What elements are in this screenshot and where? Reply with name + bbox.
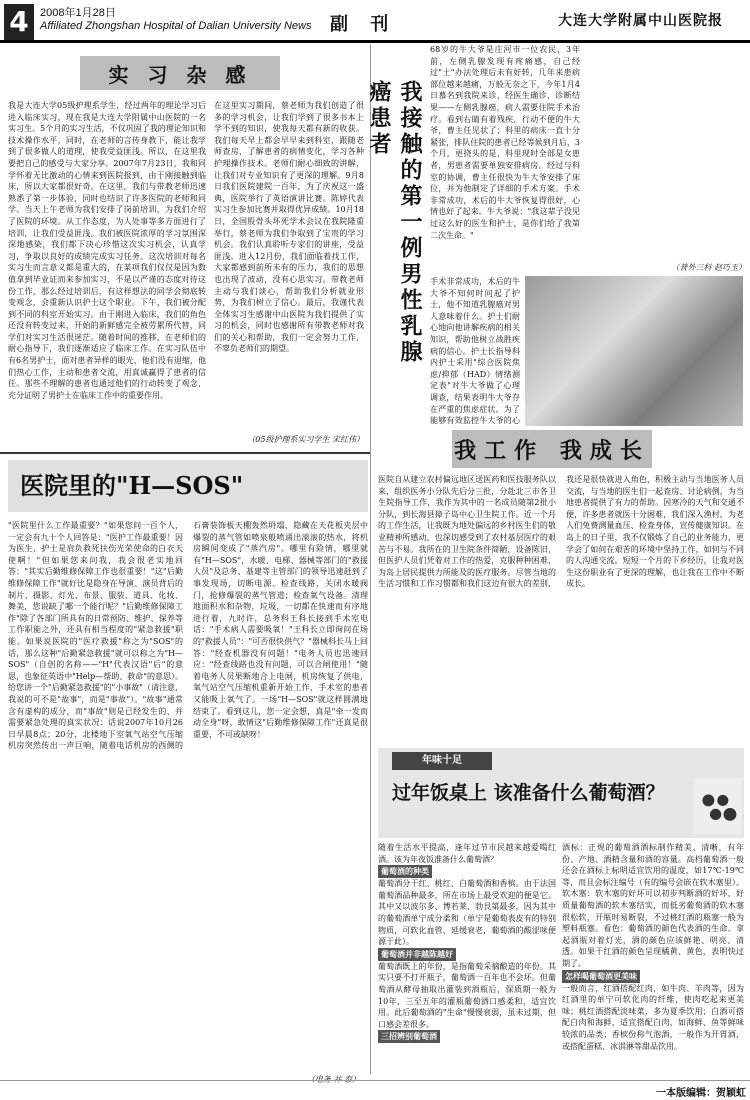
column-divider [370, 44, 371, 1074]
wine-intro: 随着生活水平提高，逢年过节市民越来越爱喝红酒。该为年夜饭准备什么葡萄酒？ [378, 843, 556, 864]
wine-sub2: 葡萄酒并非越陈越好 [378, 948, 456, 961]
wine-sub1: 葡萄酒的种类 [378, 865, 432, 878]
header-rule [0, 40, 750, 43]
internship-byline: （05级护理系实习学生 宋红伟） [247, 435, 364, 444]
left-separator [0, 452, 370, 454]
masthead: 大连大学附属中山医院报 [558, 13, 723, 29]
growth-body: 医院自从建立农村偏远地区送医药和医技服务队以来，组织医务小分队先后分三批，分赴北三市各卫生院指导工作，我作为其中的一名成员随第2批小分队，到长海县獐子岛中心卫生院工作。近一个月的工作生活，让我既为地处偏远的乡村医生们的敬业精神所感动，也深切感受到了农村基层医疗的艰苦与不易。我所在的卫生院条件简陋，设备陈旧，但医护人员们凭着对工作的热爱，克服种种困难，为岛上居民提供力所能及的医疗服务。尽管当地的生活习惯和工作习惯都和我们这边有很大的差别，我还是很快就进入角色，积极主动与当地医务人员交流，与当地的医生们一起查房、讨论病例，为当地患者提供了有力的帮助。因寒冷的天气和交通不便，许多患者就医十分困难，我们深入渔村，为老人们免费测量血压、检查身体，宣传健康知识。在岛上的日子里，我不仅锻炼了自己的业务能力，更学会了如何在艰苦的环境中坚持工作，如何与不同的人沟通交流。短短一个月的下乡经历，让我对医生这份职业有了更深的理解，也让我在工作中不断成长。 [378, 475, 744, 589]
internship-body-col2: 在这里实习期间，蔡老师为我们创造了很多的学习机会，让我们学到了很多书本上学不到的知识，使我每天都有新的收获。我们每天早上都会早早来到科室，跟随老师查房，了解患者的病情变化，学习各种护理操作技术。老师们耐心细致的讲解，让我们对专业知识有了更深的理解。9月8日我们医院建院一百年，为了庆祝这一盛典，医院举行了英语演讲比赛。陈婷代表实习生参加比赛并取得优异成绩。10月18日，全国股骨头坏死学术会议在我院隆重举行，蔡老师为我们争取到了宝贵的学习机会。我们认真聆听专家们的讲座，受益匪浅。进入12月份，我们面临着找工作，大家都感到前所未有的压力，我们的思想也出现了波动，没有心思实习。带教老师主动与我们谈心，帮助我们分析就业形势，为我们树立了信心。最后，我谨代表全体实习生感谢中山医院为我们提供了实习的机会，同时也感谢所有带教老师对我们的关心和帮助，我们一定会努力工作，不辜负老师们的期望。 [214, 101, 364, 354]
issue-date: 2008年1月28日 [40, 7, 116, 19]
grapes-icon [694, 778, 742, 834]
male-patient-title: 我接触的第一例男性乳腺癌患者 [366, 80, 423, 366]
wine-sub4: 怎样喝葡萄酒更美味 [562, 970, 640, 983]
wine-tag: 年味十足 [392, 752, 492, 770]
hsos-title: 医院里的"H—SOS" [20, 471, 244, 500]
growth-title: 我工作 我成长 [452, 430, 652, 468]
page-editor: 一本版编辑：贺颖虹 [656, 1088, 746, 1099]
footer-rule [0, 1080, 750, 1081]
male-patient-body-col3 [588, 44, 746, 260]
wine-text2: 葡萄酒既上的年份，是指葡萄采摘酿造的年份。其实只要不打开瓶子，葡萄酒一百年也不会坏。但葡萄酒从酵母抽取出灌装到酒瓶后，保质期一般为10年，三至五年的灌瓶葡萄酒口感柔和，适宜饮用。此后葡萄酒的"生命"慢慢衰弱，虽未过期，但口感会差很多。 [378, 961, 556, 1029]
page-number: 4 [4, 4, 34, 40]
section-title: 副 刊 [330, 14, 397, 35]
wine-sub3: 三招辨别葡萄酒 [378, 1030, 440, 1043]
wine-text1: 葡萄酒分干红、桃红、白葡萄酒和香槟。由于法国葡萄酒品种最多，所在市场上最受欢迎的便是它。其中又以波尔多、博若莱、勃艮第最多，因为其中的葡萄酒单宁成分柔和（单宁是葡萄表皮有的特别物质，可软化血管、延缓衰老，葡萄酒的酸涩味便源于此）。 [378, 879, 556, 947]
internship-body: 我是大连大学05级护理系学生，经过两年的理论学习后进入临床实习，现在我是大连大学附属中山医院的一名实习生。5个月的实习生活，不仅巩固了我的理论知识和技术操作水平，同时，在老师的言传身教下，能让我学到了很多做人的道理，使我受益匪浅。所以，在这里我要把自己的感受与大家分享。2007年7月23日，我和同学怀着无比激动的心情来到医院报到，由于刚接触到临床，所以大家都很好奇。在这里，我们与带教老师迅速熟悉了第一步体验，同时也结识了许多医院的老师和同学。当天上午老师为我们安排了岗前培训，为我们介绍了医院的环境。从工作态度，为人处事等多方面进行了培训，让我们受益匪浅。我们被医院浓厚的学习氛围深深地感染，我们都下决心珍惜这次实习机会，认真学习，争取以良好的成绩完成实习任务。这次培训对每名实习生而言意义都是重大的，在某项我们仅仅是因为数值拿到毕业证而来参加实习，不是以严谨的态度对待这份工作，那么经过培训后，有这样想法的同学会彻底转变观念，会重新认识护士这个职业。下午，我们被分配到不同的科室开始实习。由于刚进入临床，我们的角色还没有转变过来，开始的新鲜感完全被劳累所代替，同学们对实习生活很迷茫。随着时间的推移，在老师们的耐心指导下，我们逐渐适应了临床工作。在实习队伍中有6名男护士，面对患者异样的眼光，他们没有退缩，他们热心工作，主动和患者交流，用真诚赢得了患者的信任。那些不理解的患者也通过他们的行动转变了观念，充分证明了男护士在临床工作中的重要作用。 [8, 101, 206, 400]
wine-text4: 一般而言，红酒搭配红肉，如牛肉、羊肉等，因为红酒里的单宁可软化肉的纤维，使肉吃起来更美味；桃红酒搭配淡味菜，多为夏季饮用；白酒可搭配白肉和海鲜，适宜搭配白肉，如海鲜、鱼等鲜味较浓的品类；香槟份称气泡酒，一般作为开胃酒，或搭配蛋糕、冰淇淋等甜品饮用。 [562, 983, 744, 1051]
nurses-photo [525, 276, 743, 426]
internship-title: 实 习 杂 感 [80, 56, 280, 90]
wine-col1 [378, 842, 556, 1072]
wine-title: 过年饭桌上 该准备什么葡萄酒？ [392, 782, 665, 804]
hsos-body: "医院里什么工作最重要？"如果您问一百个人，一定会有九十个人回答是："医护工作最重要！因为医生、护士是肩负救死扶伤光荣使命的白衣天使啊！"但如果您来问我，我会很老实地回答："其实后勤维修保障工作也很重要！"这"后勤维修保障工作"就好比是隐身在导演、演员背后的制片、摄影、灯光、布景、服装、道具、化妆、舞美，您说缺了哪一个能行呢？"后勤维修保障工作"除了各部门所具有的日常预防、维护、保养等工作职能之外，还具有相当程度的"紧急救援"职能。如果说医院的"医疗救援"称之为"SOS"的话，那么这种"后勤紧急救援"就可以称之为"H—SOS"（自创的名称——"H"代表汉语"后"的意思，也象征英语中"Help—帮助、救命"的意思）。给您讲一个"后勤紧急救援"的"小事故"（请注意，我说的可不是"故事"，而是"事故"）。"故事"通常含有虚构的成分，而"事故"则是已经发生的、并需要紧急处理的真实状况：话说2007年10月26日早晨8点；20分，北楼地下室氧气站空气压缩机房突然传出一声巨响，随着电话机房的西侧的石膏装饰板天棚轰然坍塌，隐藏在天花板夹层中爆裂的蒸气管如喷泉般喷涌出滚滚的热水，将机房瞬间变成了"蒸汽房"。哪里有险情，哪里就有"H—SOS"，水暖、电梯、器械等部门的"救援人员"及总务、基建等主管部门的领导迅速赶到了事发现场，切断电源、检查线路，关闭水暖阀门，抢修爆裂的蒸气管道；检查氧气设备。清理地面积水和杂物，垃圾，一切都在快速而有序地进行着，九时许，总务科王科长接到手术室电话："手术病人需要吸氧！"王科长立即询问在场的"救援人员"："可否很快供气？"器械科长马上回答："经查机器没有问题！"电务人员也迅速回应："经查线路也没有问题，可以合闸使用！"随着电务人员果断地合上电闸，机房恢复了供电，氧气站空气压缩机重新开始工作，手术室的患者又能吸上氧气了。一场"H—SOS"就这样圆满地结束了。看到这儿，您一定会想，真是"牵一发而动全身"呀，敢情这"后勤维修保障工作"还真是很重要，不可或缺呀！ [8, 521, 368, 751]
male-patient-byline: （普外三科 赵巧玉） [671, 263, 746, 272]
wine-text3: 酒标：正规的葡萄酒酒标制作精美、清晰，有年份、产地、酒精含量和酒的容量。高档葡萄酒一般还会在酒标上标明适宜饮用的温度，如17℃-19℃等，而且会标注编号（有的编号会嵌在软木塞里）。软木塞：软木塞的好坏可以初步判断酒的好坏，好质量葡萄酒的软木塞结实，而低劣葡萄酒的软木塞很松软，开瓶时易断裂，不过桃红酒的瓶塞一般为塑料瓶塞。看色：葡萄酒的颜色代表酒的生命。拿起酒瓶对着灯光，酒的颜色应该鲜艳、明亮、清透。如果干红酒的颜色呈现橘黄、黄色，表明快过期了。 [562, 843, 744, 968]
paper-name: Affiliated Zhongshan Hospital of Dalian University News [40, 20, 312, 32]
wine-col2 [562, 842, 744, 1072]
male-patient-body2: 手术非常成功，术后的牛大爷不知何时问起了护士，他不知道乳腺癌对男人意味着什么。护士们耐心地向他讲解疾病的相关知识，帮助他树立战胜疾病的信心。护士长指导科内护士采用"综合医院焦虑/抑郁（HAD）情绪测定表"对牛大爷做了心理调查，结果表明牛大爷存在严重的焦虑症状。为了能够有效监控牛大爷的心 [430, 277, 520, 426]
male-patient-body: 68岁的牛大爷是庄河市一位农民，3年前，左侧乳腺发现有疼痛感，自己经过"土"办法处理后未有好转，几年来患病部位越来越痛，万般无奈之下，今年1月4日慕名到我院来诊，经医生确诊，诊断结果——左侧乳腺癌，病人需要住院手术治疗。看到右睛有着残疾，行动不便的牛大爷，曹主任见状了；科里的病床一直十分紧张，排队住院的患者已经等候到月后，3个月，更挠头的是，科里现时全部是女患者，男患者需要单独安排病房。经过与科室的协调，曹主任很快为牛大爷安排了床位，并为他制定了详细的手术方案。手术非常成功，术后的牛大爷恢复得很好，心情也好了起来。牛大爷说："我这辈子没见过这么好的医生和护士，是你们给了我第二次生命。" [430, 45, 580, 240]
